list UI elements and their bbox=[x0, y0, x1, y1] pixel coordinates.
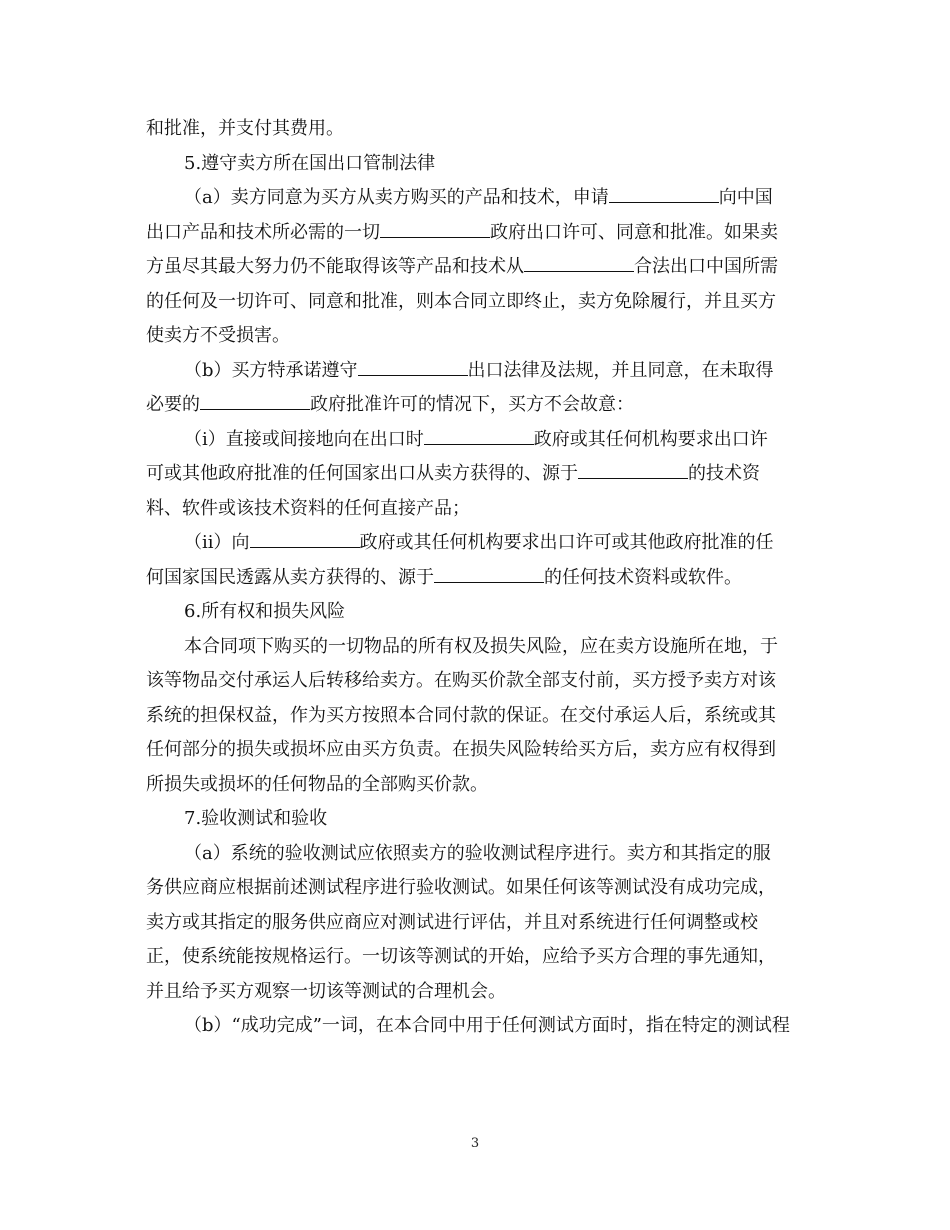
text-segment: 出口产品和技术所必需的一切 bbox=[146, 221, 380, 243]
text-segment: 何国家国民透露从卖方获得的、源于 bbox=[146, 566, 434, 588]
text-segment: 卖方或其指定的服务供应商应对测试进行评估，并且对系统进行任何调整或校 bbox=[146, 911, 758, 933]
text-line bbox=[146, 768, 806, 803]
text-line bbox=[146, 975, 806, 1010]
text-line bbox=[146, 526, 806, 561]
text-segment: 所损失或损坏的任何物品的全部购买价款。 bbox=[146, 773, 488, 795]
fill-in-blank bbox=[578, 464, 688, 479]
text-segment: 6.所有权和损失风险 bbox=[184, 601, 346, 622]
text-segment: 政府出口许可、同意和批准。如果卖 bbox=[490, 221, 778, 243]
text-segment: 的任何技术资料或软件。 bbox=[544, 566, 742, 588]
text-line bbox=[146, 561, 806, 596]
text-line bbox=[146, 1009, 806, 1044]
text-line bbox=[146, 733, 806, 768]
text-line bbox=[146, 285, 806, 320]
fill-in-blank bbox=[424, 430, 534, 445]
text-line bbox=[146, 630, 806, 665]
text-line bbox=[146, 112, 806, 147]
text-segment: （b）买方特承诺遵守 bbox=[184, 359, 358, 381]
text-line bbox=[146, 837, 806, 872]
text-segment: 的技术资 bbox=[688, 463, 760, 484]
text-line bbox=[146, 181, 806, 216]
text-segment: 方虽尽其最大努力仍不能取得该等产品和技术从 bbox=[146, 256, 524, 277]
text-segment: （ii）向 bbox=[184, 532, 250, 553]
text-segment: 可或其他政府批准的任何国家出口从卖方获得的、源于 bbox=[146, 463, 578, 484]
text-segment: 和批准，并支付其费用。 bbox=[146, 118, 344, 139]
fill-in-blank bbox=[200, 395, 310, 410]
fill-in-blank bbox=[358, 361, 468, 376]
fill-in-blank bbox=[434, 568, 544, 583]
document-body bbox=[146, 112, 806, 1044]
text-line bbox=[146, 457, 806, 492]
text-segment: 使卖方不受损害。 bbox=[146, 325, 290, 346]
text-line bbox=[146, 250, 806, 285]
text-segment: 并且给予买方观察一切该等测试的合理机会。 bbox=[146, 980, 506, 1002]
text-line bbox=[146, 492, 806, 527]
text-line bbox=[146, 906, 806, 941]
text-line bbox=[146, 423, 806, 458]
text-segment: 政府或其任何机构要求出口许可或其他政府批准的任 bbox=[359, 532, 774, 553]
text-line bbox=[146, 216, 806, 251]
page-number: 3 bbox=[470, 1136, 480, 1151]
text-segment: 向中国 bbox=[718, 187, 773, 208]
fill-in-blank bbox=[250, 533, 360, 548]
text-line bbox=[146, 595, 806, 630]
text-segment: （i）直接或间接地向在出口时 bbox=[184, 428, 424, 450]
text-line bbox=[146, 940, 806, 975]
fill-in-blank bbox=[380, 223, 490, 238]
text-segment: 该等物品交付承运人后转移给卖方。在购买价款全部支付前，买方授予卖方对该 bbox=[146, 670, 776, 691]
text-line bbox=[146, 147, 806, 182]
text-segment: 本合同项下购买的一切物品的所有权及损失风险，应在卖方设施所在地，于 bbox=[184, 635, 778, 657]
text-line bbox=[146, 664, 806, 699]
text-segment: 必要的 bbox=[146, 394, 200, 415]
text-segment: 系统的担保权益，作为买方按照本合同付款的保证。在交付承运人后，系统或其 bbox=[146, 704, 776, 726]
text-line bbox=[146, 699, 806, 734]
text-line bbox=[146, 354, 806, 389]
text-line bbox=[146, 319, 806, 354]
text-segment: 7.验收测试和验收 bbox=[184, 808, 328, 829]
text-segment: 务供应商应根据前述测试程序进行验收测试。如果任何该等测试没有成功完成， bbox=[146, 877, 776, 898]
text-segment: 政府或其任何机构要求出口许 bbox=[533, 428, 768, 450]
text-segment: 5.遵守卖方所在国出口管制法律 bbox=[184, 152, 436, 174]
text-segment: 合法出口中国所需 bbox=[634, 256, 778, 277]
text-segment: （a）系统的验收测试应依照卖方的验收测试程序进行。卖方和其指定的服 bbox=[184, 842, 771, 864]
text-line bbox=[146, 802, 806, 837]
text-line bbox=[146, 388, 806, 423]
text-segment: 政府批准许可的情况下，买方不会故意： bbox=[310, 394, 634, 415]
text-segment: （b）“成功完成”一词，在本合同中用于任何测试方面时，指在特定的测试程 bbox=[184, 1015, 790, 1036]
fill-in-blank bbox=[524, 257, 634, 272]
text-segment: （a）卖方同意为买方从卖方购买的产品和技术，申请 bbox=[184, 187, 609, 208]
text-segment: 的任何及一切许可、同意和批准，则本合同立即终止，卖方免除履行，并且买方 bbox=[146, 290, 776, 312]
text-segment: 任何部分的损失或损坏应由买方负责。在损失风险转给买方后，卖方应有权得到 bbox=[146, 739, 776, 760]
text-segment: 料、软件或该技术资料的任何直接产品； bbox=[146, 497, 470, 519]
fill-in-blank bbox=[609, 188, 719, 203]
text-segment: 正，使系统能按规格运行。一切该等测试的开始，应给予买方合理的事先通知， bbox=[146, 946, 776, 967]
text-segment: 出口法律及法规，并且同意，在未取得 bbox=[467, 359, 774, 381]
text-line bbox=[146, 871, 806, 906]
